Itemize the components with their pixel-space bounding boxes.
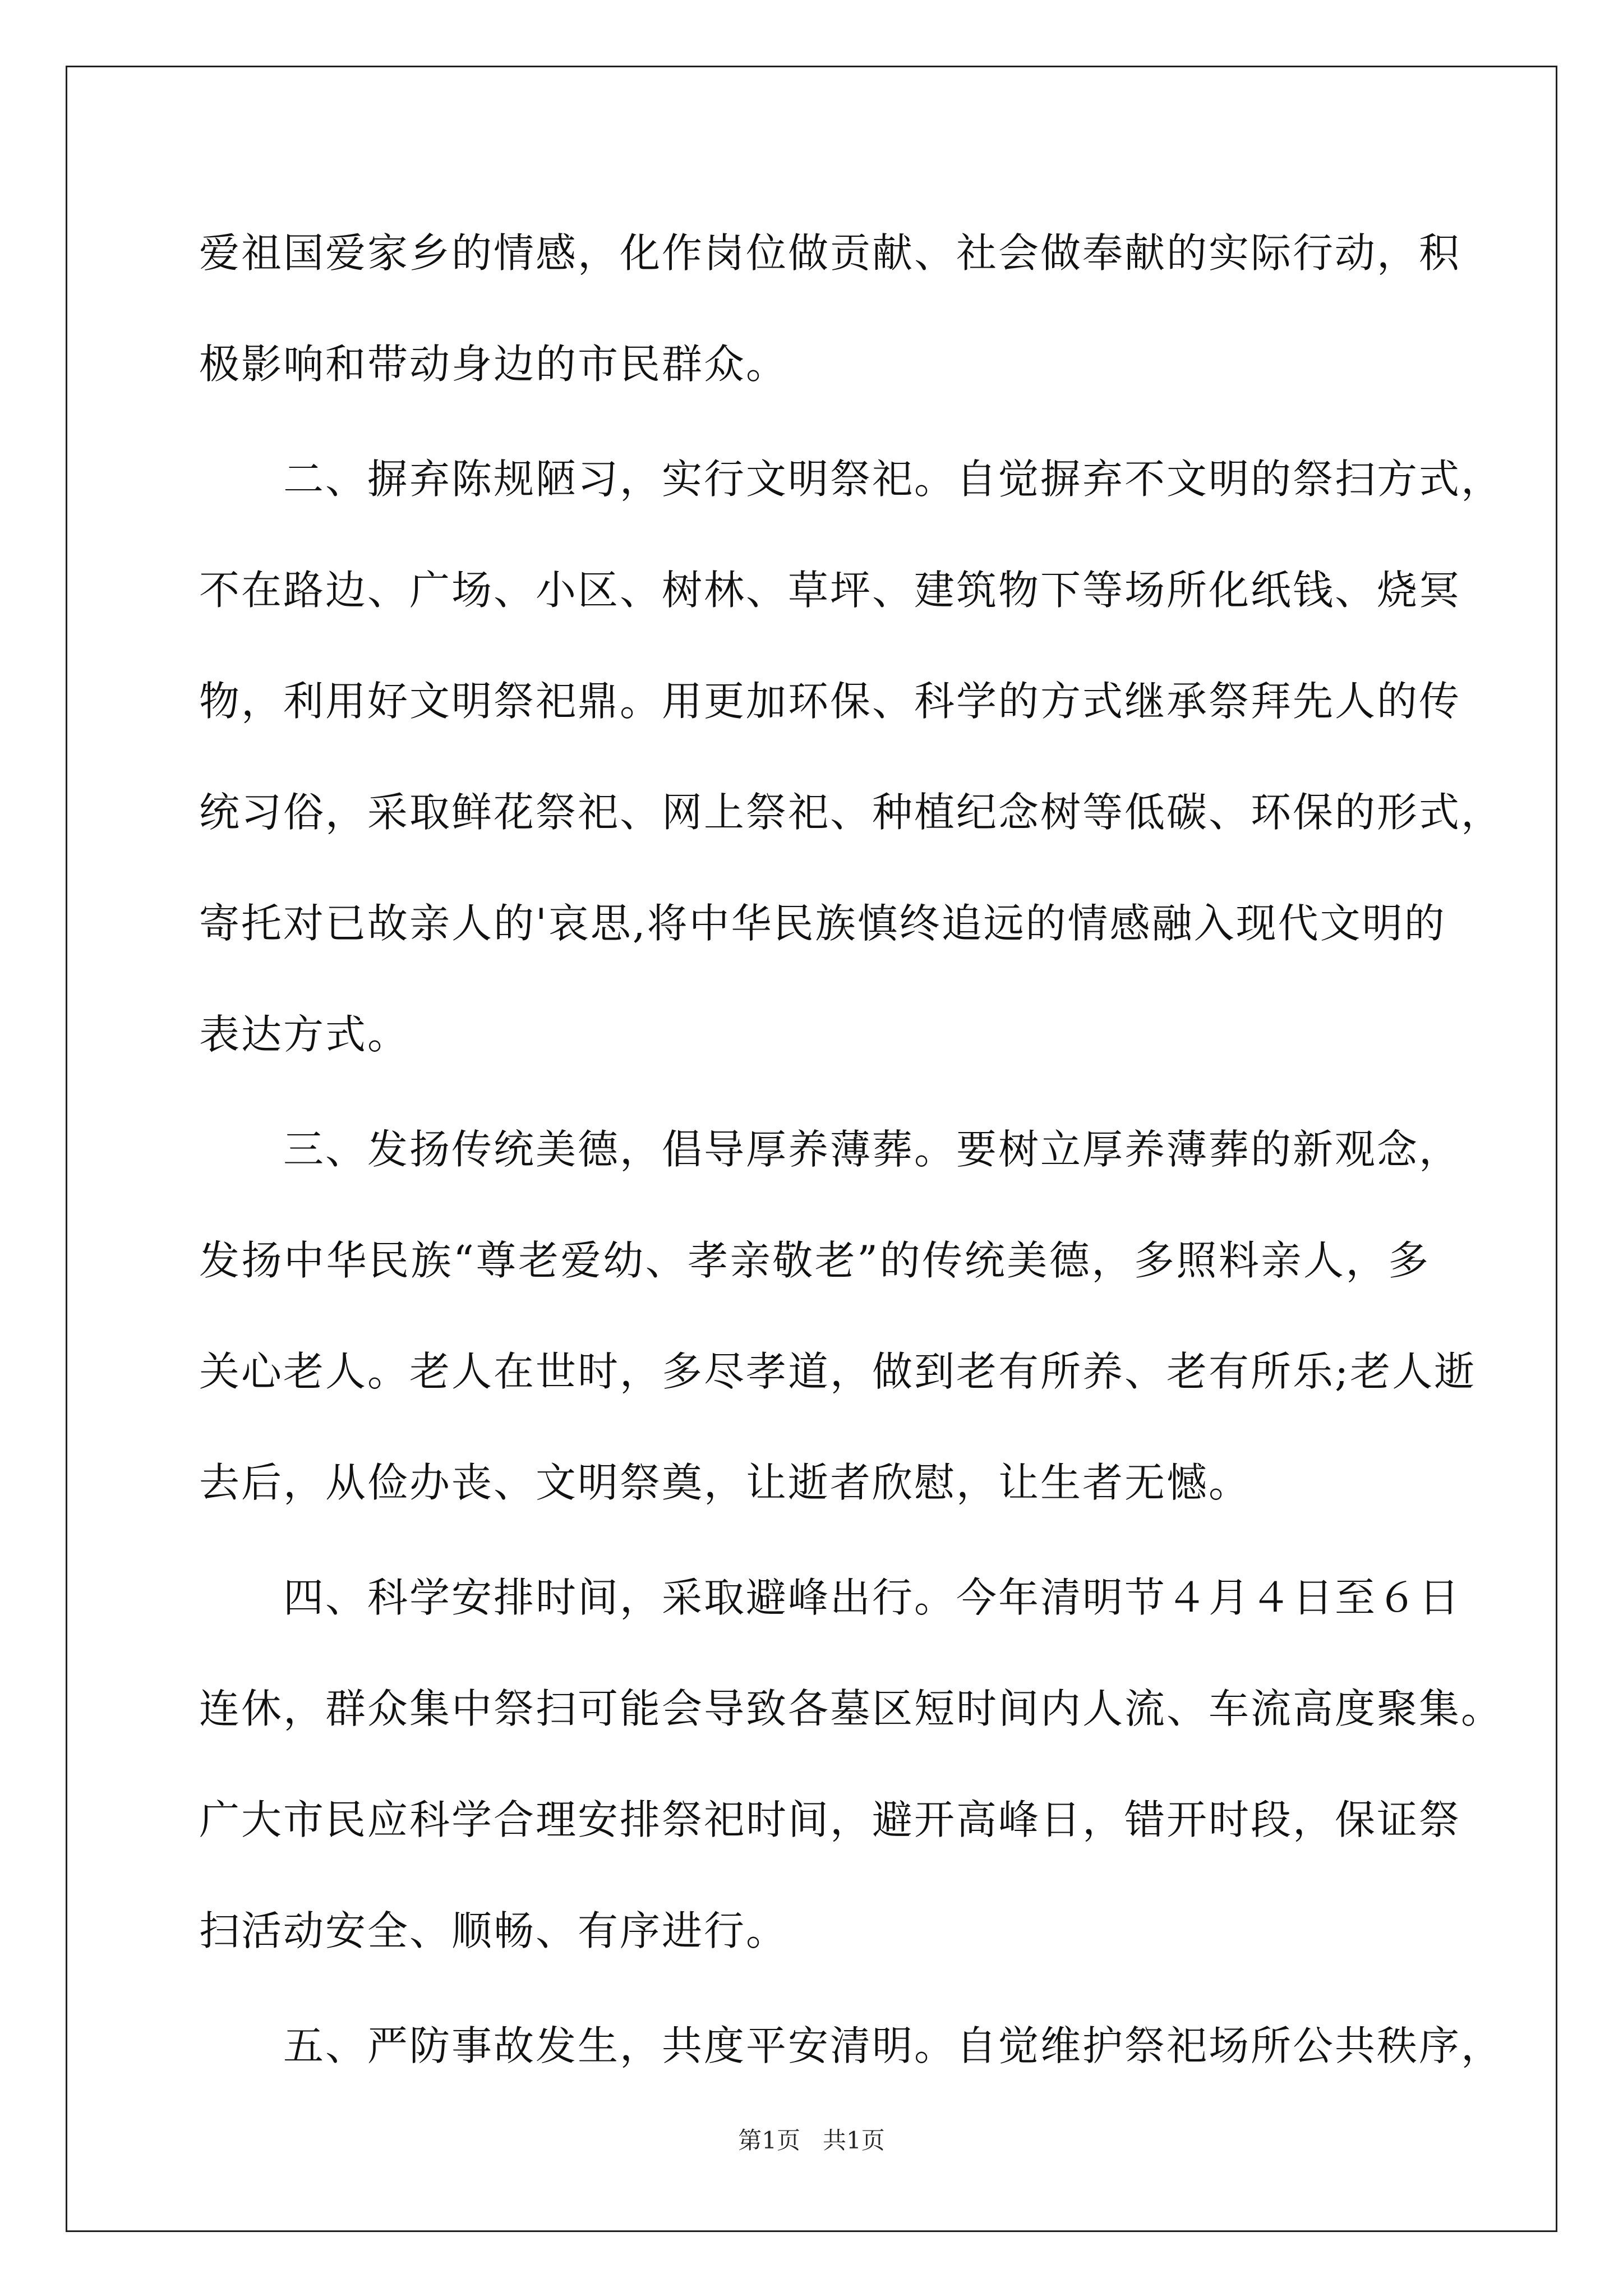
text-line: 连休，群众集中祭扫可能会导致各墓区短时间内人流、车流高度聚集。: [199, 1685, 1504, 1732]
text-line: 寄托对已故亲人的'哀思,将中华民族慎终追远的情感融入现代文明的: [199, 900, 1446, 947]
page-number: 第1页: [738, 2127, 800, 2154]
text-line: 爱祖国爱家乡的情感，化作岗位做贡献、社会做奉献的实际行动，积: [199, 229, 1461, 277]
text-line: 扫活动安全、顺畅、有序进行。: [199, 1907, 789, 1954]
paragraph-start-line: 五、严防事故发生，共度平安清明。自觉维护祭祀场所公共秩序，: [283, 2022, 1504, 2069]
text-line: 关心老人。老人在世时，多尽孝道，做到老有所养、老有所乐;老人逝: [199, 1348, 1477, 1395]
text-line: 发扬中华民族“尊老爱幼、孝亲敬老”的传统美德，多照料亲人，多: [199, 1237, 1430, 1284]
page-footer: [0, 2124, 1623, 2157]
text-line: 去后，从俭办丧、文明祭奠，让逝者欣慰，让生者无憾。: [199, 1459, 1251, 1506]
text-line: 广大市民应科学合理安排祭祀时间，避开高峰日，错开时段，保证祭: [199, 1796, 1461, 1843]
paragraph-start-line: 四、科学安排时间，采取避峰出行。今年清明节４月４日至６日: [283, 1574, 1461, 1621]
page-total: 共1页: [823, 2127, 885, 2154]
text-line: 统习俗，采取鲜花祭祀、网上祭祀、种植纪念树等低碳、环保的形式，: [199, 789, 1504, 836]
text-line: 物，利用好文明祭祀鼎。用更加环保、科学的方式继承祭拜先人的传: [199, 678, 1461, 725]
text-line: 表达方式。: [199, 1011, 410, 1058]
text-line: 不在路边、广场、小区、树林、草坪、建筑物下等场所化纸钱、烧冥: [199, 567, 1461, 614]
paragraph-start-line: 三、发扬传统美德，倡导厚养薄葬。要树立厚养薄葬的新观念，: [283, 1126, 1461, 1173]
paragraph-start-line: 二、摒弃陈规陋习，实行文明祭祀。自觉摒弃不文明的祭扫方式，: [283, 455, 1504, 503]
text-line: 极影响和带动身边的市民群众。: [199, 341, 789, 388]
document-body: [199, 197, 1504, 2101]
